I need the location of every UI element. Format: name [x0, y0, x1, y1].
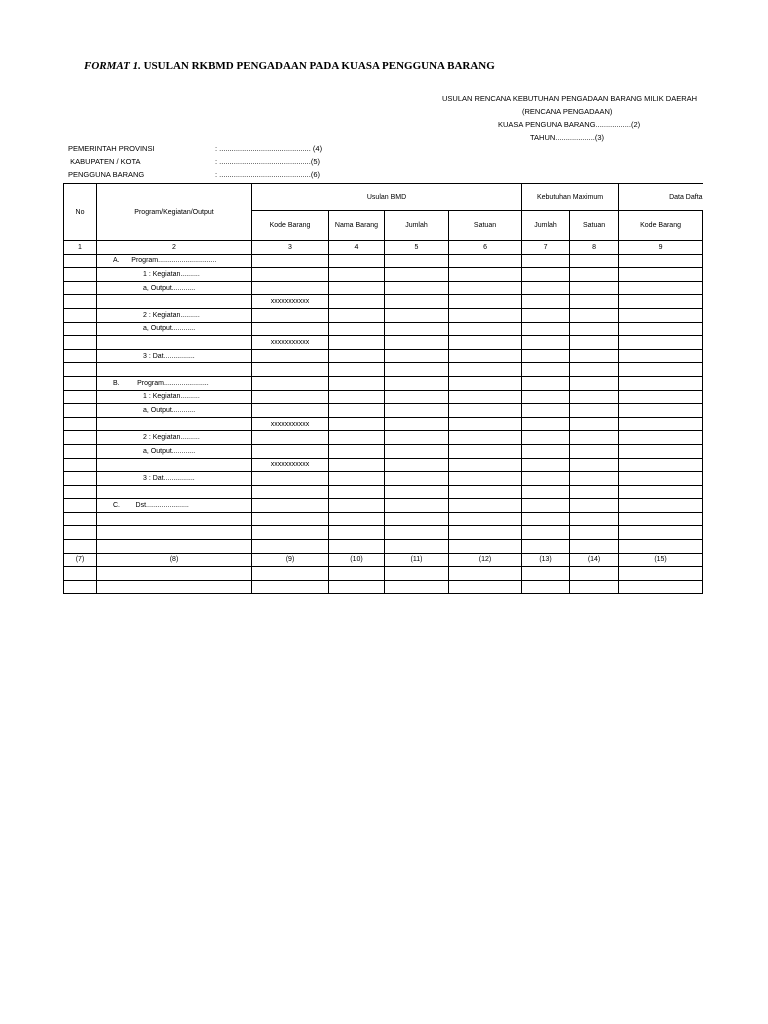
table-cell: [522, 431, 570, 445]
table-cell: [252, 322, 329, 336]
header-kebutuhan: Kebutuhan Maximum: [522, 184, 619, 211]
table-cell: [570, 485, 619, 499]
subheader-kode-barang: Kode Barang: [252, 211, 329, 241]
table-cell: [570, 499, 619, 513]
table-cell: [522, 295, 570, 309]
table-cell: [522, 526, 570, 540]
table-cell: [570, 417, 619, 431]
table-cell: [619, 336, 703, 350]
table-cell: [329, 281, 385, 295]
document-title: [84, 60, 495, 72]
column-number: 2: [97, 241, 252, 255]
table-cell: [97, 458, 252, 472]
footer-code: (12): [449, 553, 522, 567]
table-cell: [619, 295, 703, 309]
table-row: [64, 526, 703, 540]
table-cell: [64, 349, 97, 363]
table-cell: [619, 254, 703, 268]
table-cell: [385, 526, 449, 540]
table-cell: 1 : Kegiatan..........: [97, 268, 252, 282]
table-row: [64, 417, 703, 431]
table-row: [64, 254, 703, 268]
column-number: 9: [619, 241, 703, 255]
table-cell: [252, 580, 329, 594]
table-cell: [252, 254, 329, 268]
table-cell: [329, 431, 385, 445]
table-cell: [385, 376, 449, 390]
table-cell: [522, 417, 570, 431]
header-no: No: [64, 184, 97, 241]
table-cell: [64, 322, 97, 336]
table-cell: [385, 567, 449, 581]
table-cell: [252, 499, 329, 513]
table-cell: [64, 268, 97, 282]
table-cell: [570, 580, 619, 594]
table-cell: [252, 567, 329, 581]
rkbmd-table: [63, 183, 703, 594]
table-cell: [619, 458, 703, 472]
table-cell: [570, 431, 619, 445]
table-cell: [449, 417, 522, 431]
table-cell: [570, 567, 619, 581]
table-cell: [329, 295, 385, 309]
table-cell: 1 : Kegiatan..........: [97, 390, 252, 404]
table-row: [64, 376, 703, 390]
table-cell: xxxxxxxxxxx: [252, 336, 329, 350]
table-cell: [385, 322, 449, 336]
table-cell: [449, 567, 522, 581]
table-cell: [619, 540, 703, 554]
subheader-satuan-max: Satuan: [570, 211, 619, 241]
table-cell: [522, 281, 570, 295]
table-cell: [449, 268, 522, 282]
table-cell: [385, 254, 449, 268]
table-row: [64, 431, 703, 445]
table-cell: [522, 268, 570, 282]
table-cell: [64, 567, 97, 581]
table-cell: [64, 254, 97, 268]
column-number: 1: [64, 241, 97, 255]
table-cell: [449, 458, 522, 472]
table-cell: [329, 540, 385, 554]
table-row: [64, 472, 703, 486]
table-cell: [522, 444, 570, 458]
header-line-4: TAHUN...................(3): [530, 133, 605, 142]
table-cell: [570, 472, 619, 486]
table-cell: [449, 336, 522, 350]
table-cell: a, Output............: [97, 444, 252, 458]
table-cell: [619, 512, 703, 526]
table-cell: [385, 580, 449, 594]
footer-code-row: [64, 553, 703, 567]
table-cell: [619, 472, 703, 486]
table-cell: [64, 390, 97, 404]
table-cell: [449, 295, 522, 309]
table-row: [64, 444, 703, 458]
header-line-3: KUASA PENGUNA BARANG.................(2): [498, 120, 641, 129]
table-cell: [522, 322, 570, 336]
table-cell: [252, 444, 329, 458]
table-cell: a, Output............: [97, 322, 252, 336]
table-cell: [64, 472, 97, 486]
meta-value: : ............................................ (4): [215, 144, 323, 153]
title-text: USULAN RKBMD PENGADAAN PADA KUASA PENGGUNA BARANG: [143, 60, 495, 72]
table-cell: a, Output............: [97, 404, 252, 418]
table-cell: [619, 431, 703, 445]
footer-code: (14): [570, 553, 619, 567]
column-number: 7: [522, 241, 570, 255]
table-cell: [64, 295, 97, 309]
table-cell: [97, 540, 252, 554]
table-cell: [385, 349, 449, 363]
table-cell: [252, 431, 329, 445]
table-cell: [385, 417, 449, 431]
table-cell: [385, 431, 449, 445]
table-cell: [64, 308, 97, 322]
table-cell: [385, 499, 449, 513]
table-cell: [97, 567, 252, 581]
table-cell: [252, 512, 329, 526]
table-cell: 3 : Dat................: [97, 349, 252, 363]
table-cell: [449, 254, 522, 268]
subheader-nama-barang: Nama Barang: [329, 211, 385, 241]
table-cell: [329, 526, 385, 540]
table-cell: [64, 431, 97, 445]
table-cell: B. Program.......................: [97, 376, 252, 390]
table-cell: [252, 376, 329, 390]
table-cell: [64, 363, 97, 377]
table-cell: [385, 472, 449, 486]
table-cell: [64, 417, 97, 431]
column-number: 3: [252, 241, 329, 255]
table-cell: [64, 336, 97, 350]
table-cell: [522, 390, 570, 404]
table-row: [64, 322, 703, 336]
table-cell: [97, 336, 252, 350]
table-cell: [619, 417, 703, 431]
table-cell: [252, 540, 329, 554]
table-cell: [64, 376, 97, 390]
table-cell: 3 : Dat................: [97, 472, 252, 486]
table-cell: [64, 404, 97, 418]
table-cell: [522, 376, 570, 390]
footer-code: (9): [252, 553, 329, 567]
table-cell: [619, 322, 703, 336]
table-cell: [619, 281, 703, 295]
footer-code: (11): [385, 553, 449, 567]
table-cell: [329, 308, 385, 322]
table-cell: [97, 295, 252, 309]
table-cell: [385, 444, 449, 458]
table-row: [64, 404, 703, 418]
table-row: [64, 336, 703, 350]
table-cell: [385, 485, 449, 499]
subheader-kode-barang-data: Kode Barang: [619, 211, 703, 241]
table-cell: [385, 281, 449, 295]
table-cell: [449, 512, 522, 526]
table-cell: [570, 349, 619, 363]
table-cell: [64, 526, 97, 540]
table-cell: [385, 268, 449, 282]
header-program: Program/Kegiatan/Output: [97, 184, 252, 241]
table-cell: [619, 499, 703, 513]
table-cell: [329, 499, 385, 513]
table-cell: [570, 540, 619, 554]
table-cell: [522, 512, 570, 526]
table-row: [64, 363, 703, 377]
table-cell: [329, 363, 385, 377]
table-cell: [570, 308, 619, 322]
meta-label: PENGGUNA BARANG: [68, 170, 145, 179]
table-cell: [329, 444, 385, 458]
table-cell: [619, 268, 703, 282]
table-cell: [570, 376, 619, 390]
table-cell: [329, 512, 385, 526]
table-cell: [329, 349, 385, 363]
table-cell: [329, 322, 385, 336]
table-cell: [64, 485, 97, 499]
table-cell: [570, 336, 619, 350]
subheader-jumlah-max: Jumlah: [522, 211, 570, 241]
table-cell: [449, 376, 522, 390]
table-cell: [522, 499, 570, 513]
table-cell: [385, 512, 449, 526]
table-cell: [449, 390, 522, 404]
table-cell: [449, 485, 522, 499]
column-number-row: [64, 241, 703, 255]
table-cell: [385, 458, 449, 472]
table-cell: [385, 363, 449, 377]
table-cell: [570, 254, 619, 268]
subheader-satuan: Satuan: [449, 211, 522, 241]
table-cell: [449, 444, 522, 458]
table-cell: [64, 540, 97, 554]
table-cell: A. Program..............................: [97, 254, 252, 268]
table-cell: [619, 376, 703, 390]
table-row: [64, 540, 703, 554]
table-cell: [385, 308, 449, 322]
table-row: [64, 295, 703, 309]
table-cell: [522, 458, 570, 472]
table-cell: [64, 512, 97, 526]
footer-code: (10): [329, 553, 385, 567]
table-cell: [329, 336, 385, 350]
table-cell: [522, 404, 570, 418]
table-cell: [522, 308, 570, 322]
table-cell: [329, 485, 385, 499]
table-row: [64, 485, 703, 499]
table-cell: [570, 363, 619, 377]
table-cell: xxxxxxxxxxx: [252, 295, 329, 309]
column-number: 6: [449, 241, 522, 255]
table-cell: [619, 404, 703, 418]
table-cell: [329, 268, 385, 282]
table-cell: [619, 485, 703, 499]
table-cell: [97, 580, 252, 594]
table-cell: [570, 526, 619, 540]
table-cell: [329, 472, 385, 486]
footer-code: (8): [97, 553, 252, 567]
table-cell: [449, 540, 522, 554]
table-cell: [329, 390, 385, 404]
table-cell: [252, 268, 329, 282]
table-cell: [619, 390, 703, 404]
column-number: 4: [329, 241, 385, 255]
table-cell: [385, 390, 449, 404]
table-cell: [385, 540, 449, 554]
table-cell: [522, 254, 570, 268]
table-cell: [619, 349, 703, 363]
table-cell: [522, 472, 570, 486]
table-cell: [449, 431, 522, 445]
header-data: Data Dafta: [619, 184, 703, 211]
table-cell: [570, 322, 619, 336]
table-cell: [522, 363, 570, 377]
table-cell: [449, 363, 522, 377]
table-cell: [97, 485, 252, 499]
table-cell: [329, 580, 385, 594]
table-row: [64, 390, 703, 404]
meta-value: : ............................................(6): [215, 170, 321, 179]
table-cell: [619, 567, 703, 581]
format-label: FORMAT 1.: [84, 60, 141, 72]
table-cell: [449, 580, 522, 594]
footer-code: (7): [64, 553, 97, 567]
table-cell: [97, 363, 252, 377]
table-cell: [64, 444, 97, 458]
table-cell: C. Dst......................: [97, 499, 252, 513]
table-cell: [385, 295, 449, 309]
table-cell: [570, 444, 619, 458]
table-cell: [252, 526, 329, 540]
meta-value: : ............................................(5): [215, 157, 321, 166]
table-cell: 2 : Kegiatan..........: [97, 308, 252, 322]
table-cell: [619, 444, 703, 458]
table-cell: [252, 349, 329, 363]
table-cell: [449, 499, 522, 513]
table-cell: [97, 417, 252, 431]
table-cell: [619, 363, 703, 377]
table-row: [64, 499, 703, 513]
table-cell: xxxxxxxxxxx: [252, 458, 329, 472]
table-cell: [619, 308, 703, 322]
table-cell: [329, 458, 385, 472]
column-number: 8: [570, 241, 619, 255]
footer-code: (15): [619, 553, 703, 567]
table-row: [64, 458, 703, 472]
table-cell: [64, 458, 97, 472]
table-cell: [522, 485, 570, 499]
table-cell: [385, 336, 449, 350]
table-cell: [570, 281, 619, 295]
column-number: 5: [385, 241, 449, 255]
table-row: [64, 512, 703, 526]
table-cell: [522, 540, 570, 554]
table-cell: [449, 308, 522, 322]
table-cell: a, Output............: [97, 281, 252, 295]
table-cell: [385, 404, 449, 418]
table-cell: [329, 417, 385, 431]
table-cell: [64, 281, 97, 295]
table-cell: [570, 512, 619, 526]
table-cell: [619, 580, 703, 594]
table-cell: [97, 512, 252, 526]
table-cell: xxxxxxxxxxx: [252, 417, 329, 431]
table-cell: [449, 472, 522, 486]
table-row: [64, 567, 703, 581]
table-cell: [570, 390, 619, 404]
table-row: [64, 281, 703, 295]
header-line-2: (RENCANA PENGADAAN): [522, 107, 613, 116]
table-cell: [522, 336, 570, 350]
table-cell: [449, 322, 522, 336]
table-cell: [329, 404, 385, 418]
table-cell: [252, 363, 329, 377]
table-row: [64, 349, 703, 363]
table-cell: [570, 458, 619, 472]
table-cell: [522, 567, 570, 581]
table-cell: 2 : Kegiatan..........: [97, 431, 252, 445]
footer-code: (13): [522, 553, 570, 567]
table-cell: [97, 526, 252, 540]
table-cell: [619, 526, 703, 540]
table-cell: [252, 404, 329, 418]
table-cell: [449, 281, 522, 295]
table-cell: [64, 499, 97, 513]
table-cell: [449, 526, 522, 540]
table-cell: [570, 404, 619, 418]
table-cell: [64, 580, 97, 594]
table-cell: [329, 376, 385, 390]
table-cell: [329, 254, 385, 268]
table-cell: [570, 268, 619, 282]
table-cell: [252, 281, 329, 295]
table-cell: [252, 308, 329, 322]
table-cell: [252, 472, 329, 486]
meta-label: KABUPATEN / KOTA: [68, 157, 141, 166]
table-cell: [449, 349, 522, 363]
table-row: [64, 580, 703, 594]
table-cell: [522, 580, 570, 594]
header-usulan: Usulan BMD: [252, 184, 522, 211]
subheader-jumlah: Jumlah: [385, 211, 449, 241]
table-cell: [522, 349, 570, 363]
table-cell: [570, 295, 619, 309]
table-row: [64, 268, 703, 282]
header-line-1: USULAN RENCANA KEBUTUHAN PENGADAAN BARANG MILIK DAERAH: [442, 94, 698, 103]
table-cell: [329, 567, 385, 581]
table-cell: [252, 390, 329, 404]
table-cell: [252, 485, 329, 499]
table-cell: [449, 404, 522, 418]
meta-label: PEMERINTAH PROVINSI: [68, 144, 155, 153]
table-row: [64, 308, 703, 322]
